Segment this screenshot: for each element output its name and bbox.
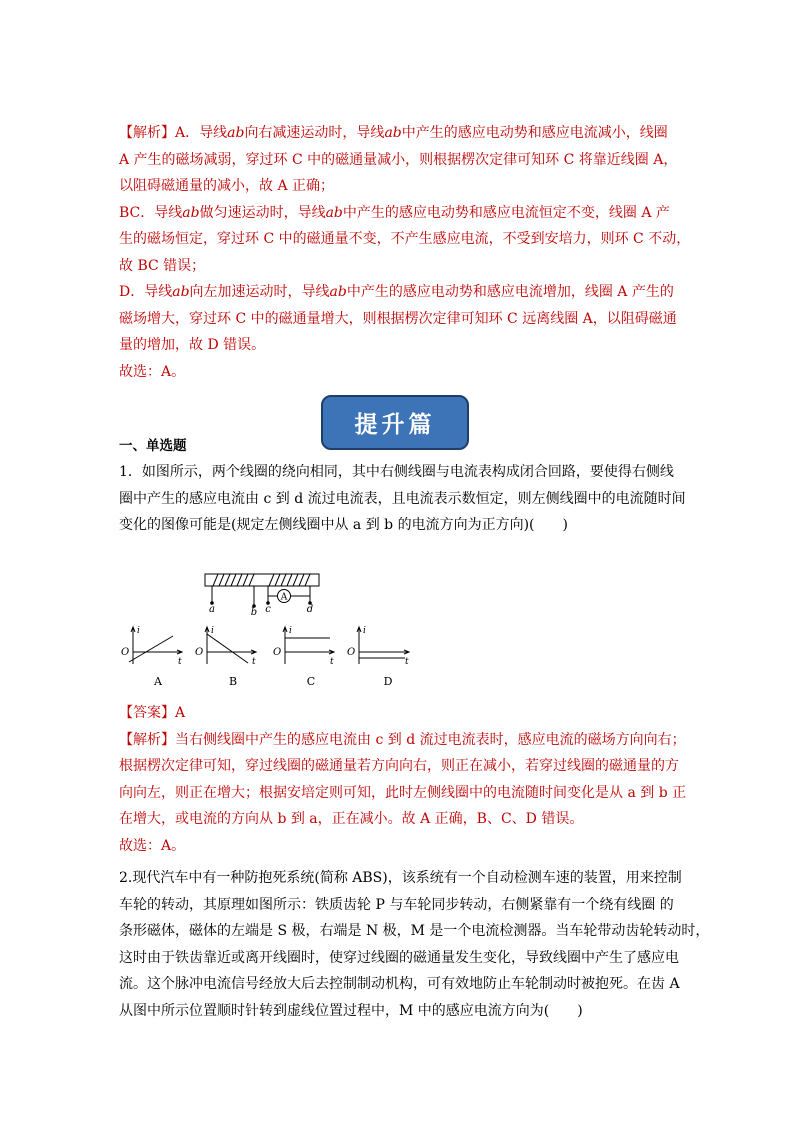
graph-b-axis-t: t — [252, 657, 256, 667]
terminal-c: c — [265, 604, 271, 615]
graph-a-axis-i: i — [137, 626, 140, 636]
question-line: 条形磁体，磁体的左端是 S 极，右端是 N 极，M 是一个电流检测器。当车轮带动齿轮转动时， — [119, 923, 710, 939]
coil-leads — [212, 586, 310, 605]
section-heading: 一、单选题 — [119, 438, 187, 454]
question-line: 这时由于铁齿靠近或离开线圈时，使穿过线圈的磁通量发生变化，导致线圈中产生了感应电 — [119, 949, 679, 966]
analysis-line: 以阻碍磁通量的减小，故 A 正确； — [119, 178, 335, 194]
graph-d-origin: O — [347, 647, 356, 658]
analysis-line: 在增大，或电流的方向从 b 到 a，正在减小。故 A 正确，B、C、D 错误。 — [119, 811, 584, 827]
analysis-line: 磁场增大，穿过环 C 中的磁通量增大，则根据楞次定律可知环 C 远离线圈 A，以阻碍磁通 — [119, 310, 677, 327]
analysis-line: 向向左，则正在增大；根据安培定则可知，此时左侧线圈中的电流随时间变化是从 a 到 b 正 — [119, 784, 687, 801]
analysis-line: 故选：A。 — [119, 363, 186, 380]
option-b-label: B — [228, 675, 238, 688]
option-c-label: C — [306, 675, 316, 688]
option-a-label: A — [154, 675, 162, 688]
graph-d-axis-t: t — [405, 657, 409, 667]
graph-a-axis-t: t — [178, 657, 182, 667]
terminal-b: b — [250, 607, 258, 618]
question-line: 车轮的转动，其原理如图所示：铁质齿轮 P 与车轮同步转动，右侧紧靠有一个绕有线圈 的 — [119, 896, 674, 913]
ammeter-label: A — [280, 592, 288, 603]
answer-1 — [119, 700, 687, 859]
option-d-label: D — [383, 675, 393, 688]
banner-label: 提升篇 — [354, 412, 436, 438]
analysis-line: BC．导线ab做匀速运动时，导线ab中产生的感应电动势和感应电流恒定不变，线圈 A 产 — [119, 204, 670, 221]
question-1-figure — [115, 570, 435, 690]
analysis-line: 故选：A。 — [119, 837, 186, 854]
question-line: 流。这个脉冲电流信号经放大后去控制制动机构，可有效地防止车轮制动时被抱死。在齿 A — [119, 976, 680, 992]
analysis-line: 根据楞次定律可知，穿过线圈的磁通量若方向向右，则正在减小，若穿过线圈的磁通量的方 — [119, 758, 679, 774]
analysis-line: 生的磁场恒定，穿过环 C 中的磁通量不变，不产生感应电流，不受到安培力，则环 C 不动， — [119, 231, 691, 247]
graph-a-origin: O — [121, 647, 130, 658]
analysis-block — [119, 120, 691, 385]
graph-d-axis-i: i — [363, 626, 366, 636]
terminal-a: a — [209, 604, 215, 615]
graph-c-axis-i: i — [289, 626, 292, 636]
question-line: 1．如图所示，两个线圈的绕向相同，其中右侧线圈与电流表构成闭合回路，要使得右侧线 — [119, 464, 674, 480]
question-2 — [119, 865, 710, 1024]
terminal-d: d — [306, 604, 314, 615]
graph-b-origin: O — [195, 647, 204, 658]
graph-c-axis-t: t — [330, 657, 334, 667]
graph-c-origin: O — [273, 647, 282, 658]
question-1 — [119, 459, 686, 539]
question-line: 圈中产生的感应电流由 c 到 d 流过电流表，且电流表示数恒定，则左侧线圈中的电流随时间 — [119, 490, 686, 507]
analysis-line: 故 BC 错误； — [119, 257, 206, 274]
analysis-line: A 产生的磁场减弱，穿过环 C 中的磁通量减小，则根据楞次定律可知环 C 将靠近线圈 A， — [119, 151, 678, 168]
section-banner — [321, 395, 469, 450]
analysis-line: 量的增加，故 D 错误。 — [119, 337, 266, 353]
analysis-line: D．导线ab向左加速运动时，导线ab中产生的感应电动势和感应电流增加，线圈 A 产生的 — [119, 284, 674, 300]
question-line: 从图中所示位置顺时针转到虚线位置过程中，M 中的感应电流方向为( ) — [119, 1002, 583, 1019]
terminal-dots — [210, 601, 312, 608]
answer-line: 【答案】A — [119, 705, 186, 721]
question-line: 变化的图像可能是(规定左侧线圈中从 a 到 b 的电流方向为正方向)( ) — [119, 517, 568, 533]
question-line: 2.现代汽车中有一种防抱死系统(简称 ABS)，该系统有一个自动检测车速的装置，用来控制 — [119, 870, 682, 886]
analysis-line: 【解析】当右侧线圈中产生的感应电流由 c 到 d 流过电流表时，感应电流的磁场方向向右； — [119, 731, 686, 748]
analysis-line: 【解析】A．导线ab向右减速运动时，导线ab中产生的感应电动势和感应电流减小，线圈 — [119, 125, 668, 141]
graph-b-axis-i: i — [211, 626, 214, 636]
